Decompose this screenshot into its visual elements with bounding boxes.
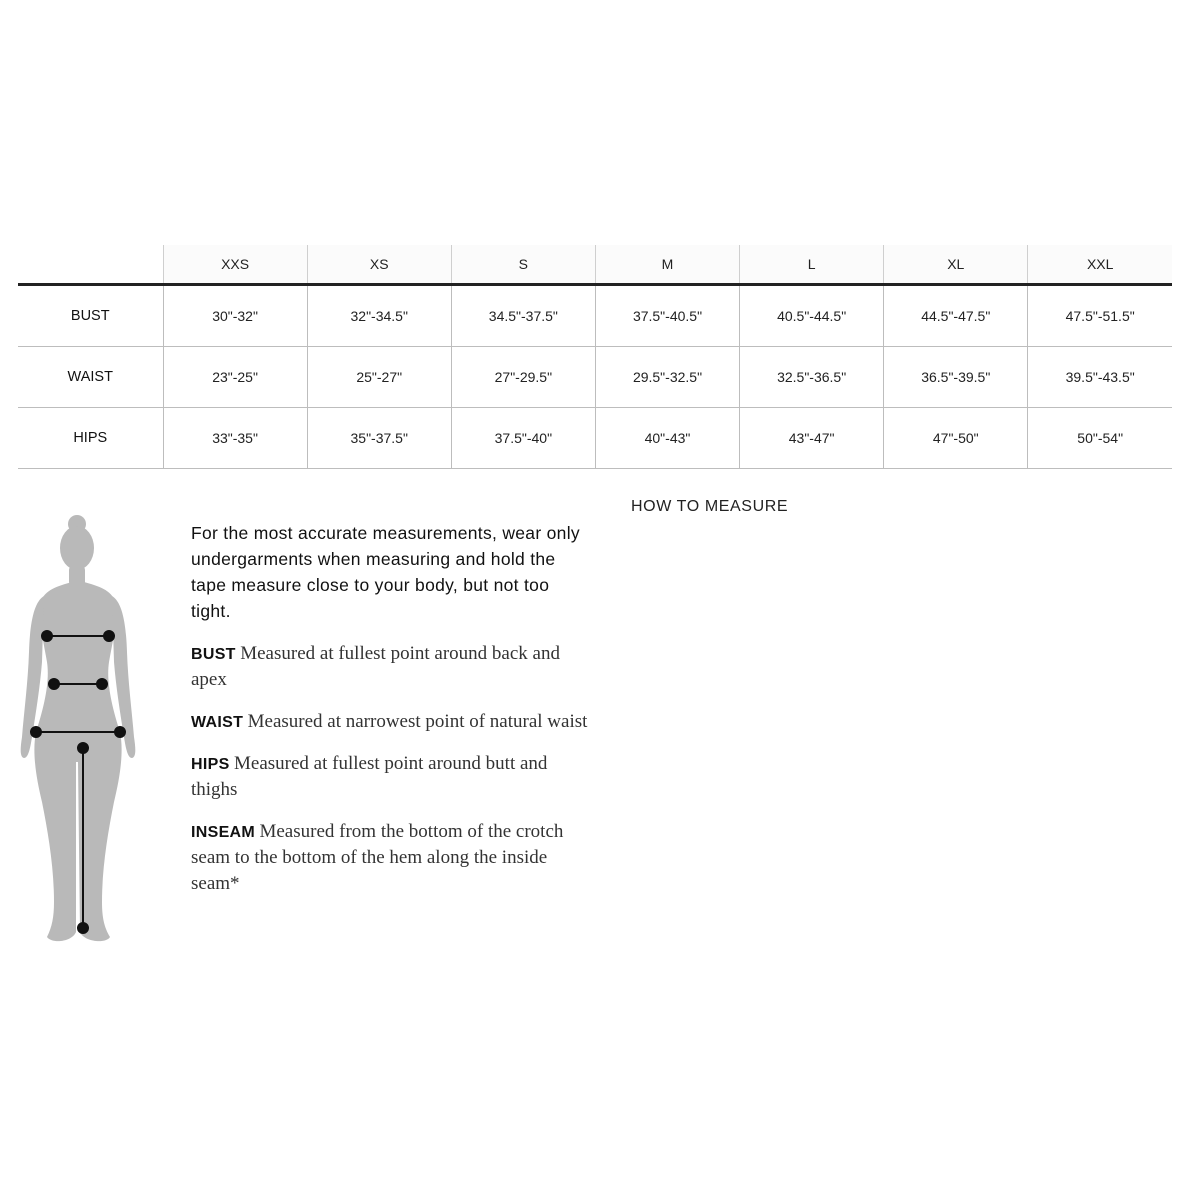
table-cell: 47"-50" — [884, 408, 1028, 469]
table-cell: 37.5"-40.5" — [595, 285, 739, 347]
row-label-hips: HIPS — [18, 408, 163, 469]
table-cell: 50"-54" — [1028, 408, 1172, 469]
measurement-description: Measured from the bottom of the crotch seam to the bottom of the hem along the inside seam* — [191, 821, 564, 894]
row-label-waist: WAIST — [18, 347, 163, 408]
table-cell: 40"-43" — [595, 408, 739, 469]
table-corner-cell — [18, 245, 163, 285]
size-header-l: L — [740, 245, 884, 285]
size-header-xl: XL — [884, 245, 1028, 285]
size-header-row — [18, 245, 1172, 285]
table-cell: 47.5"-51.5" — [1028, 285, 1172, 347]
table-cell: 32"-34.5" — [307, 285, 451, 347]
measurement-description: Measured at narrowest point of natural waist — [247, 711, 588, 732]
table-cell: 30"-32" — [163, 285, 307, 347]
table-cell: 33"-35" — [163, 408, 307, 469]
size-header-m: M — [595, 245, 739, 285]
table-cell: 32.5"-36.5" — [740, 347, 884, 408]
body-measurement-figure-icon — [14, 512, 142, 946]
table-cell: 34.5"-37.5" — [451, 285, 595, 347]
table-cell: 43"-47" — [740, 408, 884, 469]
table-cell: 35"-37.5" — [307, 408, 451, 469]
measurement-item-waist — [191, 709, 591, 735]
measurement-intro-text: For the most accurate measurements, wear only undergarments when measuring and hold the tape measure close to your body, but not too tight. — [191, 523, 580, 621]
table-cell: 39.5"-43.5" — [1028, 347, 1172, 408]
table-cell: 27"-29.5" — [451, 347, 595, 408]
table-row-waist — [18, 347, 1172, 408]
measurement-item-inseam — [191, 819, 591, 897]
measurement-instructions — [191, 520, 591, 913]
size-header-xs: XS — [307, 245, 451, 285]
table-cell: 25"-27" — [307, 347, 451, 408]
measurement-description: Measured at fullest point around back and apex — [191, 643, 560, 690]
measurement-item-hips — [191, 751, 591, 803]
measurement-item-bust — [191, 641, 591, 693]
size-header-xxs: XXS — [163, 245, 307, 285]
table-row-bust — [18, 285, 1172, 347]
table-cell: 37.5"-40" — [451, 408, 595, 469]
table-cell: 40.5"-44.5" — [740, 285, 884, 347]
size-chart-table — [18, 245, 1172, 469]
measurement-term: INSEAM — [191, 824, 256, 841]
measurement-description: Measured at fullest point around butt and thighs — [191, 753, 548, 800]
measurement-term: BUST — [191, 646, 236, 663]
row-label-bust: BUST — [18, 285, 163, 347]
measurement-term: WAIST — [191, 714, 244, 731]
table-cell: 44.5"-47.5" — [884, 285, 1028, 347]
size-header-s: S — [451, 245, 595, 285]
table-row-hips — [18, 408, 1172, 469]
how-to-measure-heading: HOW TO MEASURE — [631, 498, 789, 515]
measurement-term: HIPS — [191, 756, 230, 773]
table-cell: 23"-25" — [163, 347, 307, 408]
table-cell: 29.5"-32.5" — [595, 347, 739, 408]
size-header-xxl: XXL — [1028, 245, 1172, 285]
table-cell: 36.5"-39.5" — [884, 347, 1028, 408]
